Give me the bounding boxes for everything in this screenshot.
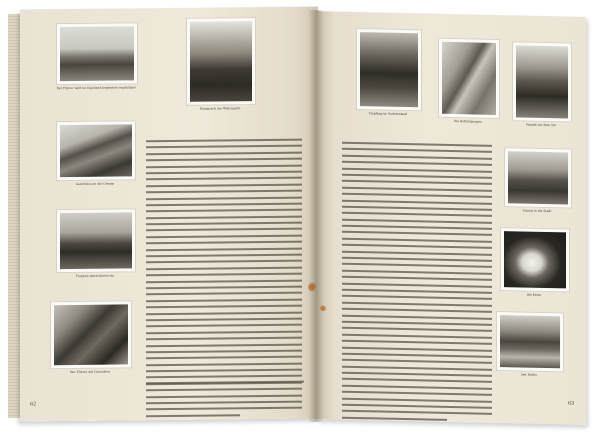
photo-caption: Die Karte [526,292,542,297]
album-photo [56,120,136,181]
album-photo [56,208,136,273]
artillery-photo [60,124,132,177]
map-photo [504,231,566,288]
album-photo [56,22,138,85]
photo-caption: Der Hafen [521,372,537,377]
crowd-field-photo [60,26,134,81]
right-page [316,11,586,425]
album-photo [500,227,570,292]
album-photo [512,41,572,122]
album-photo [186,17,256,106]
photo-caption: Einzug in die Stadt [522,208,552,214]
album-photo [504,147,572,208]
harbor-photo [500,315,560,368]
photo-caption: Truppen marschieren ein [75,273,115,278]
officers-photo [54,304,128,365]
ceremony-photo [360,32,418,107]
photo-caption: Der Führer mit Generälen [70,369,110,375]
album-photo [356,28,422,111]
photo-caption: Parade vor dem Tor [526,122,556,128]
photo-caption: Die Befestigungen [453,119,483,124]
parade-gate-photo [516,45,568,118]
photo-caption: Geschütze an der Grenze [75,181,115,186]
body-text-left [146,139,302,422]
left-page [20,6,318,421]
photo-caption: Einmarsch der Wehrmacht [199,106,241,111]
page-number-right: 63 [568,400,575,407]
album-photo [438,38,500,119]
book-gutter [308,10,324,422]
album-photo [496,311,564,372]
photo-caption: Der Führer wird im Egerland begeistert empfangen [56,85,136,91]
castle-crowd-photo [190,21,252,102]
river-aerial-photo [442,42,496,115]
photo-caption: Empfang im Sudetenland [368,111,408,117]
page-number-left: 62 [30,401,37,408]
troops-march-photo [60,212,132,269]
street-troops-photo [508,151,568,204]
album-photo [50,300,132,369]
body-text-right [342,142,492,426]
